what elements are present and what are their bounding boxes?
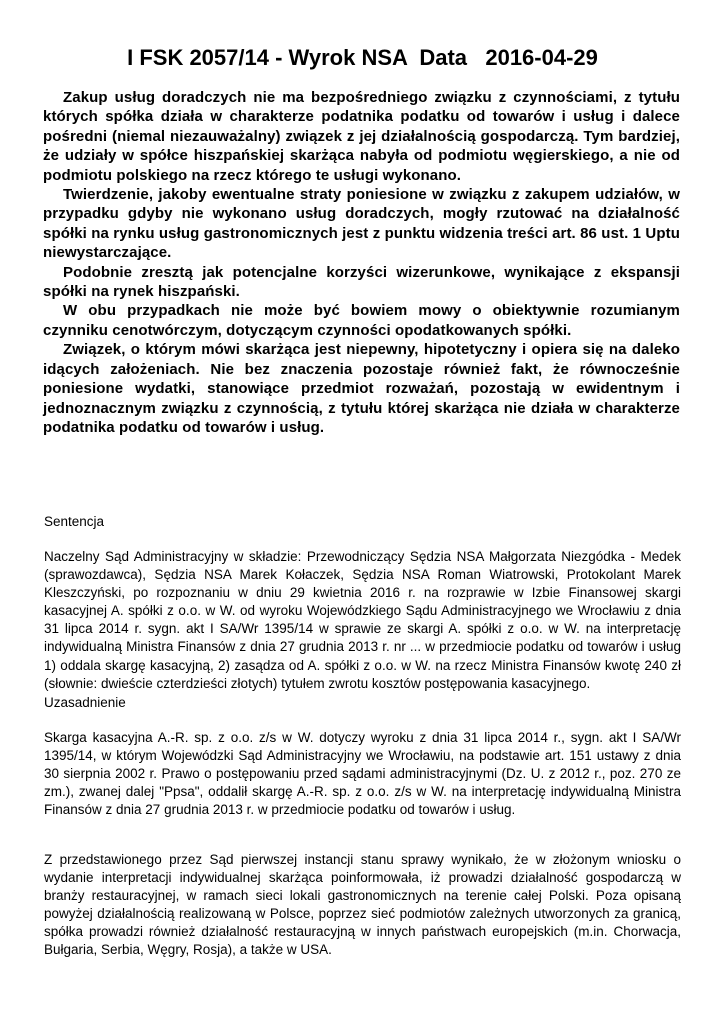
summary-paragraph: Zakup usług doradczych nie ma bezpośredniego związku z czynnościami, z tytułu których spółka działa w charakterze podatnika podatku od towarów i usług i dalece pośredni (niemal niezauważalny) związek z jej działalnością gospodarczą. Tym bardziej, że udziały w spółce hiszpańskiej skarżąca nabyła od podmiotu węgierskiego, a nie od podmiotu polskiego na rzecz którego te usługi wykonano. bbox=[43, 89, 680, 184]
summary-paragraph: W obu przypadkach nie może być bowiem mowy o obiektywnie rozumianym czynniku cenotwórczym, dotyczącym czynności opodatkowanych spółki. bbox=[43, 302, 680, 339]
uzasadnienie-paragraph-1 bbox=[44, 729, 681, 819]
uzasadnienie-paragraph: Z przedstawionego przez Sąd pierwszej instancji stanu sprawy wynikało, że w złożonym wniosku o wydanie interpretacji indywidualnej skarżąca poinformowała, iż prowadzi działalność gospodarczą w branży restauracyjnej, w ramach sieci lokali gastronomicznych na terenie całej Polski. Poza opisaną powyżej działalnością realizowaną w Polsce, poprzez sieć podmiotów zależnych utworzonych za granicą, spółka prowadzi również działalność restauracyjną w innych państwach europejskich (m.in. Chorwacja, Bułgaria, Serbia, Węgry, Rosja), a także w USA. bbox=[44, 852, 681, 958]
summary-paragraph: Związek, o którym mówi skarżąca jest niepewny, hipotetyczny i opiera się na daleko idących założeniach. Nie bez znaczenia pozostaje również fakt, że równocześnie poniesione wydatki, stanowiące przedmiot rozważań, pozostają w ewidentnym i jednoznacznym związku z czynnością, z tytułu której skarżąca nie działa w charakterze podatnika podatku od towarów i usług. bbox=[43, 341, 680, 436]
page-title: I FSK 2057/14 - Wyrok NSA Data 2016-04-29 bbox=[127, 45, 598, 70]
summary-paragraph: Podobnie zresztą jak potencjalne korzyści wizerunkowe, wynikające z ekspansji spółki na rynek hiszpański. bbox=[43, 263, 680, 301]
sentencja-section bbox=[44, 548, 681, 693]
uzasadnienie-paragraph: Skarga kasacyjna A.-R. sp. z o.o. z/s w W. dotyczy wyroku z dnia 31 lipca 2014 r., sygn. akt I SA/Wr 1395/14, w którym Wojewódzki Sąd Administracyjny we Wrocławiu, na podstawie art. 151 ustawy z dnia 30 sierpnia 2002 r. Prawo o postępowaniu przed sądami administracyjnymi (Dz. U. z 2012 r., poz. 270 ze zm.), zwanej dalej "Ppsa", oddalił skargę A.-R. sp. z o.o. z/s w W. na interpretację indywidualną Ministra Finansów z dnia 27 grudnia 2013 r. w przedmiocie podatku od towarów i usług. bbox=[44, 730, 681, 818]
sentencja-heading: Sentencja bbox=[44, 514, 105, 529]
uzasadnienie-paragraph-2 bbox=[44, 851, 681, 960]
summary-section bbox=[43, 88, 680, 437]
summary-paragraph: Twierdzenie, jakoby ewentualne straty poniesione w związku z zakupem udziałów, w przypadku gdyby nie wykonano usług doradczych, mogły rzutować na działalność spółki na rynku usług gastronomicznych jest z punktu widzenia treści art. 86 ust. 1 Uptu niewystarczające. bbox=[43, 186, 680, 262]
uzasadnienie-heading: Uzasadnienie bbox=[44, 695, 126, 710]
sentencja-paragraph: Naczelny Sąd Administracyjny w składzie: Przewodniczący Sędzia NSA Małgorzata Niezgódka - Medek (sprawozdawca), Sędzia NSA Marek Kołaczek, Sędzia NSA Roman Wiatrowski, Protokolant Marek Kleszczyński, po rozpoznaniu w dniu 29 kwietnia 2016 r. na rozprawie w Izbie Finansowej skargi kasacyjnej A. spółki z o.o. w W. od wyroku Wojewódzkiego Sądu Administracyjnego we Wrocławiu z dnia 31 lipca 2014 r. sygn. akt I SA/Wr 1395/14 w sprawie ze skargi A. spółki z o.o. w W. na interpretację indywidualną Ministra Finansów z dnia 27 grudnia 2013 r. nr ... w przedmiocie podatku od towarów i usług 1) oddala skargę kasacyjną, 2) zasądza od A. spółki z o.o. w W. na rzecz Ministra Finansów kwotę 240 zł (słownie: dwieście czterdzieści złotych) tytułem zwrotu kosztów postępowania kasacyjnego. bbox=[44, 549, 681, 691]
